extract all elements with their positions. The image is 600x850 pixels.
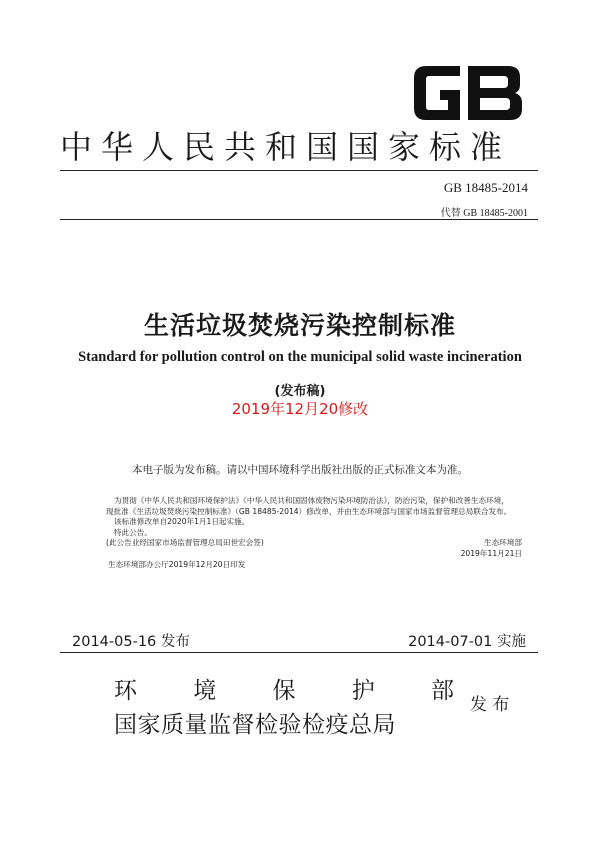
- issuer-mee: [114, 672, 454, 705]
- edition-notice: 本电子版为发布稿。请以中国环境科学出版社出版的正式标准文本为准。: [132, 464, 468, 476]
- issuer-char: 环: [114, 678, 137, 704]
- code-rule: [60, 219, 538, 220]
- publish-label: 发 布: [470, 695, 510, 715]
- issuer-char: 护: [351, 678, 375, 704]
- amendment-signer: 生态环境部: [484, 538, 522, 547]
- amendment-line: 该标准修改单自2020年1月1日起实施。: [114, 517, 250, 527]
- standard-title-en: Standard for pollution control on the municipal solid waste incineration: [78, 349, 522, 365]
- revision-note: 2019年12月20修改: [231, 400, 369, 418]
- issuer-char: 部: [431, 678, 454, 704]
- amendment-line: 现批准《生活垃圾焚烧污染控制标准》（GB 18485-2014）修改单，并由生态环境部与国家市场监督管理总局联合发布。: [106, 506, 512, 516]
- header-rule: [60, 170, 538, 171]
- amendment-signed-date: 2019年11月21日: [460, 549, 522, 558]
- issuer-char: 境: [193, 678, 217, 704]
- amendment-announcement: [106, 496, 538, 549]
- issuer-aqsiq: 国家质量监督检验检疫总局: [114, 712, 396, 738]
- replaces-code: 代替 GB 18485-2001: [440, 208, 528, 219]
- amendment-line: 特此公告。: [114, 527, 152, 537]
- amendment-line: 为贯彻《中华人民共和国环境保护法》《中华人民共和国固体废物污染环境防治法》，防治污染，保护和改善生态环境，: [114, 496, 509, 505]
- draft-label: (发布稿): [274, 384, 326, 399]
- amendment-line: (此公告业经国家市场监督管理总局田世宏会签): [106, 538, 264, 548]
- gb-logo: [412, 62, 524, 124]
- amendment-printed: 生态环境部办公厅2019年12月20日印发: [108, 560, 246, 569]
- issuer-char: 保: [272, 678, 296, 704]
- national-standard-title: 中华人民共和国国家标准: [60, 128, 512, 166]
- standard-title-cn: 生活垃圾焚烧污染控制标准: [143, 311, 456, 340]
- implementation-date: 2014-07-01 实施: [408, 634, 526, 650]
- footer-rule: [60, 652, 538, 653]
- issue-date: 2014-05-16 发布: [72, 634, 190, 650]
- standard-code: GB 18485-2014: [443, 180, 528, 195]
